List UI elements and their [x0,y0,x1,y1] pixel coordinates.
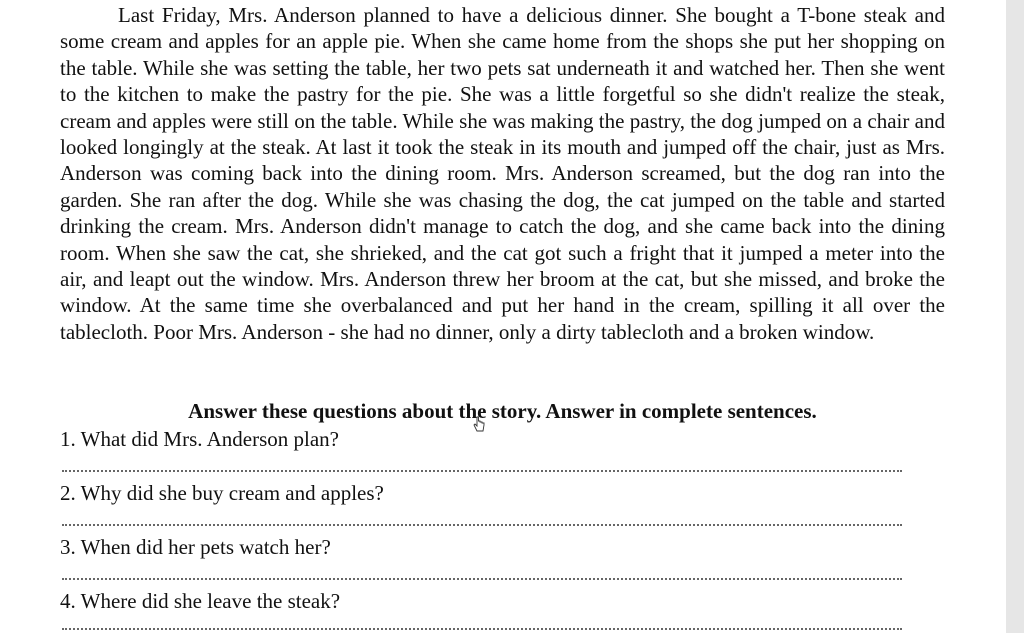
story-passage: Last Friday, Mrs. Anderson planned to have a delicious dinner. She bought a T-bone steak and some cream and apples for an apple pie. When she came home from the shops she put her shopping on the table. While she was setting the table, her two pets sat underneath it and watched her. Then she went to the kitchen to make the pastry for the pie. She was a little forgetful so she didn't realize the steak, cream and apples were still on the table. While she was making the pastry, the dog jumped on a chair and looked longingly at the steak. At last it took the steak in its mouth and jumped off the chair, just as Mrs. Anderson was coming back into the dining room. Mrs. Anderson screamed, but the dog ran into the garden. She ran after the dog. While she was chasing the dog, the cat jumped on the table and started drinking the cream. Mrs. Anderson didn't manage to catch the dog, and she came back into the dining room. When she saw the cat, she shrieked, and the cat got such a fright that it jumped a meter into the air, and leapt out the window. Mrs. Anderson threw her broom at the cat, but she missed, and broke the window. At the same time she overbalanced and put her hand in the cream, spilling it all over the tablecloth. Poor Mrs. Anderson - she had no dinner, only a dirty tablecloth and a broken window. [60,3,945,344]
answer-line-1[interactable] [62,470,902,472]
question-2: 2. Why did she buy cream and apples? [60,481,384,505]
instructions-heading: Answer these questions about the story. Answer in complete sentences. [188,399,817,423]
question-1: 1. What did Mrs. Anderson plan? [60,427,339,451]
answer-line-2[interactable] [62,524,902,526]
answer-line-4[interactable] [62,628,902,630]
question-3: 3. When did her pets watch her? [60,535,331,559]
hand-pointer-icon [473,416,485,434]
answer-line-3[interactable] [62,578,902,580]
question-4: 4. Where did she leave the steak? [60,589,341,613]
right-edge-strip [1006,0,1024,633]
